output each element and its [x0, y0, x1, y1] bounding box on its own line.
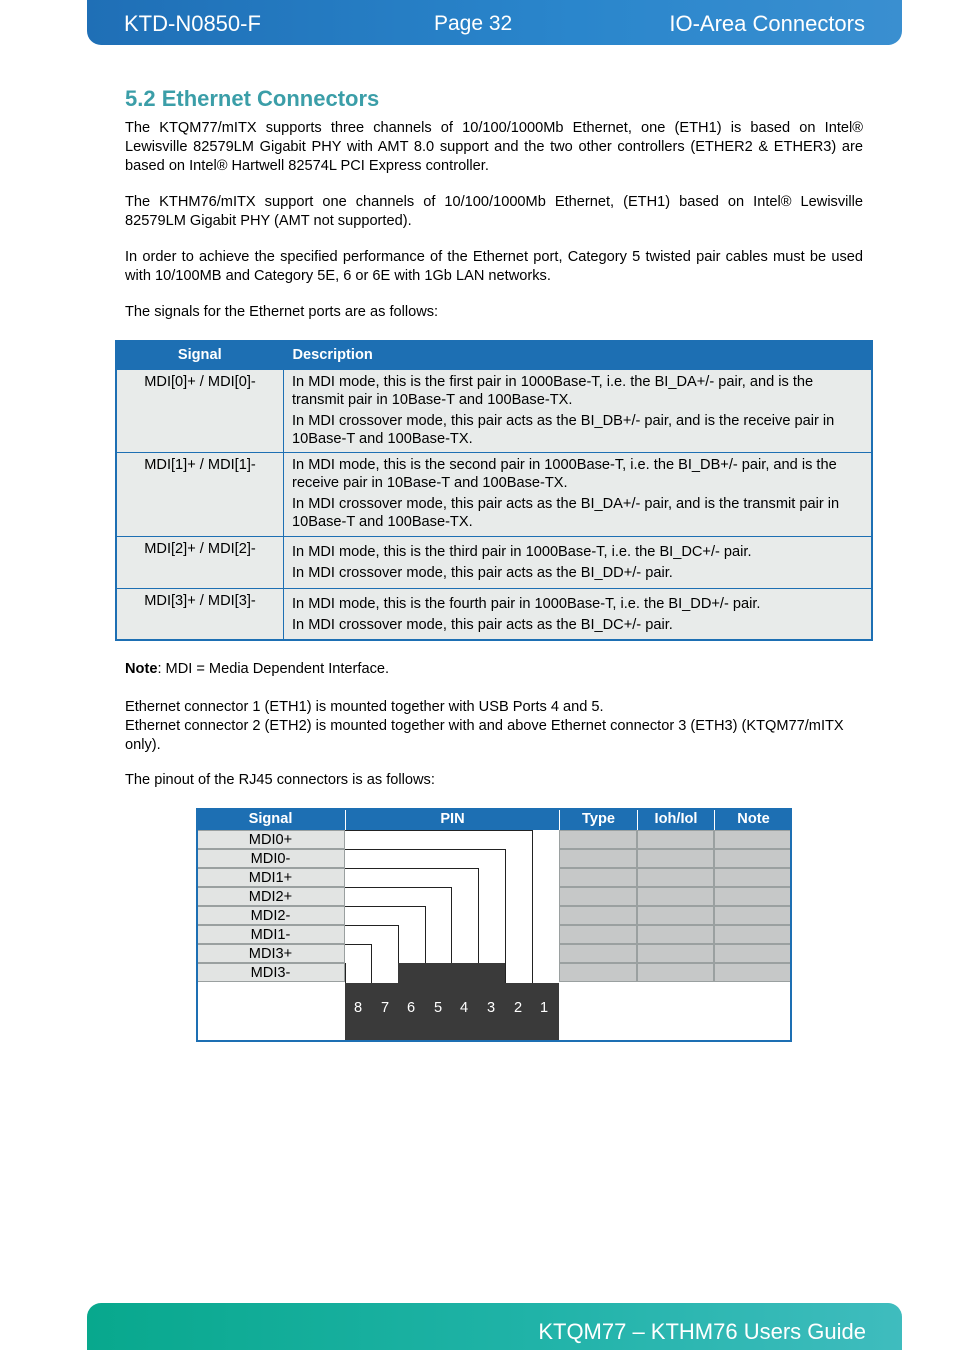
note-line [125, 660, 863, 679]
eth2-note: Ethernet connector 2 (ETH2) is mounted together with and above Ethernet connector 3 (ETH3) (KTQM77/mITX only). [125, 718, 844, 753]
description-cell [284, 588, 873, 640]
description-line: In MDI mode, this is the first pair in 1000Base-T, i.e. the BI_DA+/- pair, and is the transmit pair in 10Base-T and 100Base-TX. [292, 374, 814, 408]
description-line: In MDI crossover mode, this pair acts as the BI_DA+/- pair, and is the transmit pair in 10Base-T and 100Base-TX. [292, 495, 840, 530]
description-cell [284, 536, 873, 588]
signal-cell: MDI[2]+ / MDI[2]- [116, 536, 284, 588]
chapter-title: IO-Area Connectors [669, 11, 865, 36]
table-header-row [116, 341, 872, 369]
intro-paragraph-4 [125, 303, 863, 322]
eth-connector-notes [125, 698, 863, 755]
pinout-header: Note [715, 808, 792, 830]
pinout-header: Ioh/Iol [638, 808, 714, 830]
pinout-signal: MDI0+ [196, 830, 345, 849]
page-footer [87, 1303, 902, 1350]
paragraph: The pinout of the RJ45 connectors is as follows: [125, 772, 435, 788]
signal-cell: MDI[0]+ / MDI[0]- [116, 369, 284, 452]
document-id: KTD-N0850-F [124, 11, 261, 36]
pin-number: 8 [354, 1000, 363, 1016]
eth1-note: Ethernet connector 1 (ETH1) is mounted together with USB Ports 4 and 5. [125, 699, 604, 715]
pin-number: 4 [460, 1000, 469, 1016]
pinout-signal: MDI3- [196, 963, 345, 982]
pin-number: 3 [487, 1000, 496, 1016]
intro-paragraph-3 [125, 248, 863, 286]
pinout-signal: MDI1+ [196, 868, 345, 887]
description-cell [284, 452, 873, 536]
intro-paragraph-1 [125, 119, 863, 176]
pin-number: 7 [381, 1000, 390, 1016]
pin-number: 5 [434, 1000, 443, 1016]
signal-cell: MDI[3]+ / MDI[3]- [116, 588, 284, 640]
pinout-border [196, 808, 792, 1042]
pinout-signal: MDI1- [196, 925, 345, 944]
pin-number: 6 [407, 1000, 416, 1016]
pinout-header: PIN [346, 808, 559, 830]
pinout-header: Signal [196, 808, 345, 830]
description-line: In MDI mode, this is the third pair in 1000Base-T, i.e. the BI_DC+/- pair. [292, 543, 752, 560]
footer-title: KTQM77 – KTHM76 Users Guide [538, 1319, 866, 1344]
pinout-header: Type [560, 808, 637, 830]
signal-cell: MDI[1]+ / MDI[1]- [116, 452, 284, 536]
description-line: In MDI crossover mode, this pair acts as the BI_DC+/- pair. [292, 616, 673, 633]
page-header [87, 0, 902, 45]
note-label: Note [125, 661, 158, 677]
page-number: Page 32 [434, 12, 513, 35]
description-line: In MDI crossover mode, this pair acts as the BI_DB+/- pair, and is the receive pair in 10Base-T and 100Base-TX. [292, 413, 835, 447]
description-line: In MDI mode, this is the fourth pair in 1000Base-T, i.e. the BI_DD+/- pair. [292, 595, 761, 612]
table-row [116, 452, 872, 536]
pinout-signal: MDI2- [196, 906, 345, 925]
pinout-signal: MDI2+ [196, 887, 345, 906]
paragraph: In order to achieve the specified performance of the Ethernet port, Category 5 twisted pair cables must be used with 10/100MB and Category 5E, 6 or 6E with 1Gb LAN networks. [125, 249, 863, 284]
table-row [116, 588, 872, 640]
description-line: In MDI mode, this is the second pair in 1000Base-T, i.e. the BI_DB+/- pair, and is the receive pair in 10Base-T and 100Base-TX. [292, 456, 837, 491]
section-title: 5.2 Ethernet Connectors [125, 86, 380, 111]
pinout-signal: MDI0- [196, 849, 345, 868]
pinout-intro [125, 771, 863, 790]
pinout-signal: MDI3+ [196, 944, 345, 963]
intro-paragraph-2 [125, 193, 863, 231]
note-text: : MDI = Media Dependent Interface. [157, 661, 390, 677]
paragraph: The KTHM76/mITX support one channels of 10/100/1000Mb Ethernet, (ETH1) based on Intel® Lewisville 82579LM Gigabit PHY (AMT not supported). [125, 194, 863, 229]
paragraph: The signals for the Ethernet ports are as follows: [125, 304, 439, 320]
table-row [116, 369, 872, 452]
table-row [116, 536, 872, 588]
pin-number: 2 [514, 1000, 523, 1016]
column-header: Signal [116, 341, 284, 369]
description-line: In MDI crossover mode, this pair acts as the BI_DD+/- pair. [292, 564, 673, 581]
ethernet-signal-table [115, 340, 873, 641]
rj45-pinout-diagram [196, 808, 792, 1042]
pin-number: 1 [540, 1000, 549, 1016]
paragraph: The KTQM77/mITX supports three channels of 10/100/1000Mb Ethernet, one (ETH1) is based on Intel® Lewisville 82579LM Gigabit PHY with AMT 8.0 support and the two other controllers (ETHER2 & ETHER3) are based on Intel® Hartwell 82574L PCI Express controller. [125, 120, 863, 174]
description-cell [284, 369, 873, 452]
column-header: Description [284, 341, 873, 369]
